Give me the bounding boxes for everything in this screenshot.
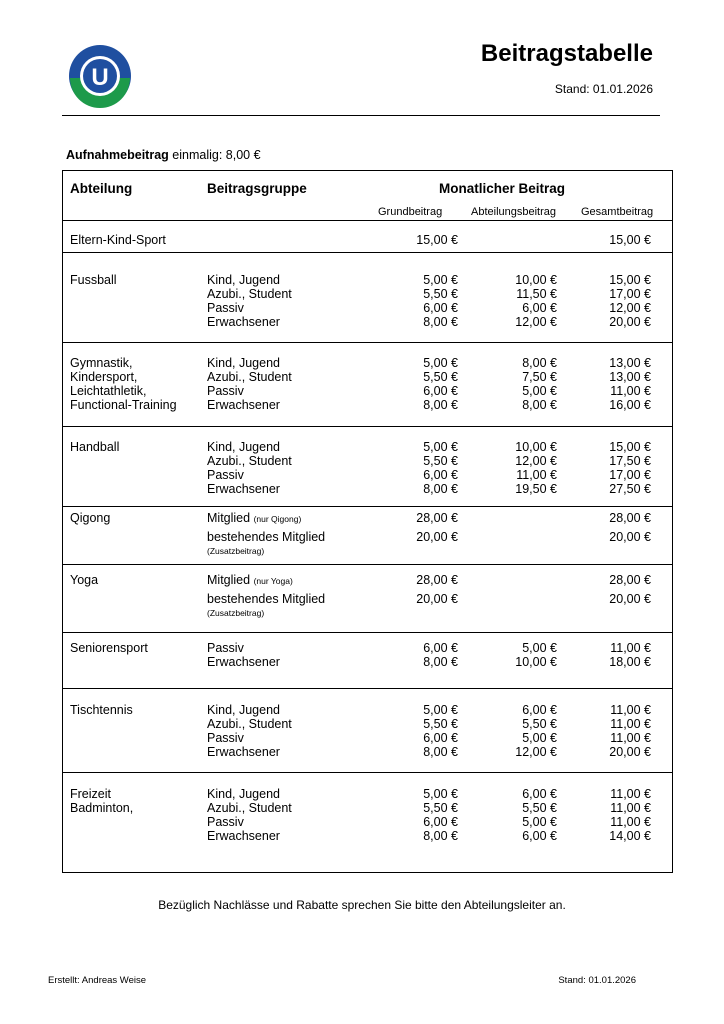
base-fee: 28,00 € (416, 573, 458, 587)
stand-date: Stand: 01.01.2026 (554, 82, 653, 96)
group-label: Kind, Jugend (207, 703, 280, 717)
base-fee: 28,00 € (416, 511, 458, 525)
group-label: Kind, Jugend (207, 356, 280, 370)
department-fee: 5,50 € (522, 717, 557, 731)
group-label (207, 573, 293, 588)
group-label: Erwachsener (207, 745, 280, 759)
base-fee: 5,50 € (423, 454, 458, 468)
department-name: Yoga (70, 573, 99, 587)
group-subnote: (Zusatzbeitrag) (207, 546, 265, 556)
total-fee: 20,00 € (609, 592, 651, 606)
club-logo (68, 44, 132, 108)
footer-author: Erstellt: Andreas Weise (48, 975, 147, 986)
department-fee: 5,00 € (522, 641, 557, 655)
department-name: Eltern-Kind-Sport (70, 233, 166, 247)
group-label: Passiv (207, 731, 244, 745)
header-separator (63, 220, 672, 221)
group-label: Passiv (207, 384, 244, 398)
group-label (207, 511, 301, 526)
discount-note: Bezüglich Nachlässe und Rabatte sprechen Sie bitte den Abteilungsleiter an. (158, 898, 566, 912)
base-fee: 5,00 € (423, 703, 458, 717)
header-divider (62, 115, 660, 116)
total-fee: 18,00 € (609, 655, 651, 669)
group-label: Azubi., Student (207, 717, 292, 731)
total-fee: 15,00 € (609, 233, 651, 247)
admission-fee: Aufnahmebeitrag einmalig: 8,00 € (66, 148, 261, 162)
col-header-department: Abteilung (70, 181, 133, 196)
department-name: Badminton, (70, 801, 134, 815)
total-fee: 11,00 € (610, 731, 651, 745)
group-label: Azubi., Student (207, 801, 292, 815)
svg-text:U: U (91, 64, 109, 91)
base-fee: 5,00 € (423, 440, 458, 454)
base-fee: 5,50 € (423, 370, 458, 384)
total-fee: 11,00 € (610, 815, 651, 829)
col-header-dept-fee: Abteilungsbeitrag (471, 206, 557, 218)
department-fee: 10,00 € (515, 273, 557, 287)
department-name: Functional-Training (70, 398, 177, 412)
total-fee: 28,00 € (609, 511, 651, 525)
total-fee: 15,00 € (609, 440, 651, 454)
base-fee: 5,00 € (423, 273, 458, 287)
department-fee: 5,00 € (522, 815, 557, 829)
department-fee: 12,00 € (515, 454, 557, 468)
group-label: Passiv (207, 815, 244, 829)
base-fee: 8,00 € (423, 745, 458, 759)
department-fee: 11,50 € (516, 287, 557, 301)
section-separator (63, 426, 672, 427)
group-label: Erwachsener (207, 655, 280, 669)
department-fee: 12,00 € (515, 315, 557, 329)
total-fee: 20,00 € (609, 530, 651, 544)
total-fee: 20,00 € (609, 315, 651, 329)
base-fee: 5,00 € (423, 356, 458, 370)
base-fee: 6,00 € (423, 301, 458, 315)
department-fee: 10,00 € (515, 440, 557, 454)
department-fee: 6,00 € (522, 829, 557, 843)
department-fee: 5,50 € (522, 801, 557, 815)
total-fee: 11,00 € (610, 787, 651, 801)
base-fee: 5,00 € (423, 787, 458, 801)
base-fee: 15,00 € (416, 233, 458, 247)
total-fee: 17,00 € (609, 287, 651, 301)
base-fee: 5,50 € (423, 801, 458, 815)
department-name: Seniorensport (70, 641, 148, 655)
department-name: Kindersport, (70, 370, 138, 384)
group-label: bestehendes Mitglied (207, 592, 326, 606)
group-label: Passiv (207, 301, 244, 315)
section-separator (63, 688, 672, 689)
total-fee: 11,00 € (610, 717, 651, 731)
base-fee: 20,00 € (416, 592, 458, 606)
group-subnote: (Zusatzbeitrag) (207, 608, 265, 618)
base-fee: 6,00 € (423, 468, 458, 482)
group-label: Azubi., Student (207, 370, 292, 384)
section-separator (63, 506, 672, 507)
group-text: Mitglied (207, 573, 251, 587)
department-fee: 8,00 € (522, 398, 557, 412)
section-separator (63, 772, 672, 773)
group-label: Passiv (207, 468, 244, 482)
group-label: Erwachsener (207, 829, 280, 843)
group-label: Erwachsener (207, 482, 280, 496)
total-fee: 16,00 € (609, 398, 651, 412)
total-fee: 11,00 € (610, 641, 651, 655)
total-fee: 11,00 € (610, 801, 651, 815)
total-fee: 11,00 € (610, 703, 651, 717)
total-fee: 17,50 € (609, 454, 651, 468)
department-fee: 6,00 € (522, 703, 557, 717)
base-fee: 8,00 € (423, 482, 458, 496)
total-fee: 15,00 € (609, 273, 651, 287)
total-fee: 13,00 € (609, 370, 651, 384)
base-fee: 8,00 € (423, 655, 458, 669)
group-label: Passiv (207, 641, 244, 655)
department-fee: 5,00 € (522, 731, 557, 745)
section-separator (63, 252, 672, 253)
total-fee: 11,00 € (610, 384, 651, 398)
base-fee: 5,50 € (423, 287, 458, 301)
total-fee: 14,00 € (609, 829, 651, 843)
base-fee: 20,00 € (416, 530, 458, 544)
department-name: Fussball (70, 273, 117, 287)
base-fee: 6,00 € (423, 815, 458, 829)
department-fee: 6,00 € (522, 301, 557, 315)
base-fee: 8,00 € (423, 398, 458, 412)
group-label: bestehendes Mitglied (207, 530, 326, 544)
group-label: Erwachsener (207, 315, 280, 329)
section-separator (63, 342, 672, 343)
department-fee: 12,00 € (515, 745, 557, 759)
group-text: Mitglied (207, 511, 251, 525)
col-header-total: Gesamtbeitrag (581, 206, 654, 218)
department-fee: 19,50 € (515, 482, 557, 496)
base-fee: 8,00 € (423, 829, 458, 843)
group-label: Azubi., Student (207, 287, 292, 301)
total-fee: 12,00 € (609, 301, 651, 315)
group-note: (nur Yoga) (253, 576, 293, 586)
total-fee: 20,00 € (609, 745, 651, 759)
department-name: Tischtennis (70, 703, 133, 717)
footer-stand: Stand: 01.01.2026 (558, 975, 636, 986)
base-fee: 8,00 € (423, 315, 458, 329)
col-header-base: Grundbeitrag (378, 206, 443, 218)
section-separator (63, 632, 672, 633)
group-label: Kind, Jugend (207, 440, 280, 454)
department-fee: 7,50 € (522, 370, 557, 384)
col-header-group: Beitragsgruppe (207, 181, 307, 196)
department-name: Leichtathletik, (70, 384, 147, 398)
group-label: Azubi., Student (207, 454, 292, 468)
base-fee: 5,50 € (423, 717, 458, 731)
department-name: Handball (70, 440, 120, 454)
department-fee: 8,00 € (522, 356, 557, 370)
base-fee: 6,00 € (423, 731, 458, 745)
department-fee: 5,00 € (522, 384, 557, 398)
total-fee: 28,00 € (609, 573, 651, 587)
total-fee: 27,50 € (609, 482, 651, 496)
group-label: Kind, Jugend (207, 273, 280, 287)
group-label: Kind, Jugend (207, 787, 280, 801)
department-fee: 6,00 € (522, 787, 557, 801)
group-note: (nur Qigong) (253, 514, 302, 524)
base-fee: 6,00 € (423, 641, 458, 655)
page-title: Beitragstabelle (480, 40, 653, 67)
department-fee: 10,00 € (515, 655, 557, 669)
section-separator (63, 564, 672, 565)
base-fee: 6,00 € (423, 384, 458, 398)
col-header-monthly: Monatlicher Beitrag (439, 181, 566, 196)
total-fee: 13,00 € (609, 356, 651, 370)
group-label: Erwachsener (207, 398, 280, 412)
department-fee: 11,00 € (516, 468, 557, 482)
department-name: Qigong (70, 511, 111, 525)
department-name: Gymnastik, (70, 356, 133, 370)
department-name: Freizeit (70, 787, 111, 801)
total-fee: 17,00 € (609, 468, 651, 482)
fee-table (62, 170, 673, 873)
